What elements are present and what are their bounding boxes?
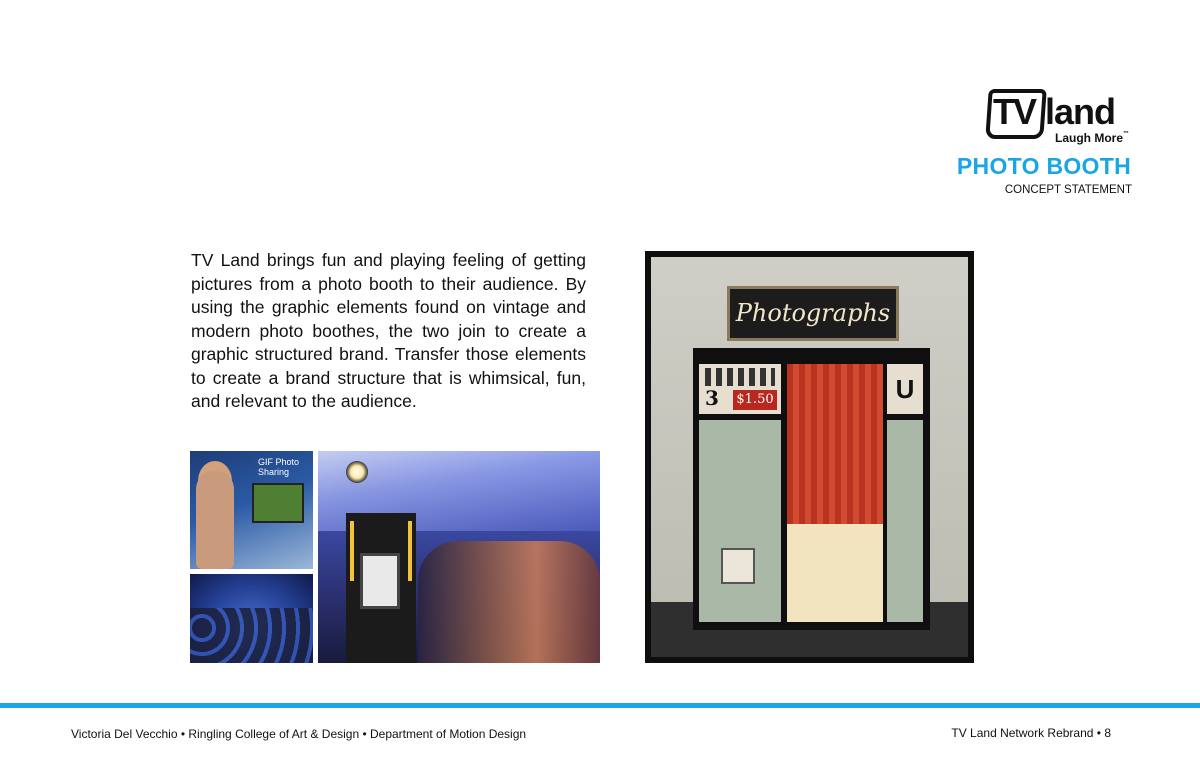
crowd-photo (190, 574, 313, 663)
event-tent-photo (318, 451, 600, 663)
vintage-photo-booth-photo (645, 251, 974, 663)
booth-price-count: 3 (705, 386, 719, 410)
logo-tagline: Laugh More™ (1055, 131, 1129, 145)
page-subtitle: CONCEPT STATEMENT (1004, 184, 1132, 196)
footer-credits: Victoria Del Vecchio • Ringling College of Art & Design • Department of Motion Design (71, 727, 527, 741)
tvland-logo (985, 87, 1135, 149)
booth-price-panel (699, 364, 781, 414)
booth-body (693, 348, 930, 630)
gif-sharing-label: GIF Photo Sharing (258, 457, 300, 477)
gif-sharing-photo (190, 451, 313, 569)
logo-tv-text: TV (993, 91, 1036, 132)
stage-light-icon (346, 461, 368, 483)
booth-curtain (787, 364, 883, 524)
booth-letter-sign: U (887, 364, 923, 414)
photo-kiosk (346, 513, 416, 663)
page-title: PHOTO BOOTH (956, 153, 1131, 179)
footer-page-info: TV Land Network Rebrand • 8 (951, 726, 1111, 740)
booth-price: $1.50 (733, 390, 777, 410)
logo-land-text: land (1045, 91, 1116, 132)
concept-statement: TV Land brings fun and playing feeling of getting pictures from a photo booth to their audience. By using the graphic elements found on vintage and modern photo boothes, the two join to create a graphic structured brand. Transfer those elements to create a brand structure that is whimsical, fun, and relevant to the audience. (191, 250, 586, 411)
booth-sign (727, 286, 899, 341)
booth-sign-text: Photographs (735, 299, 891, 327)
footer-divider (0, 703, 1200, 708)
